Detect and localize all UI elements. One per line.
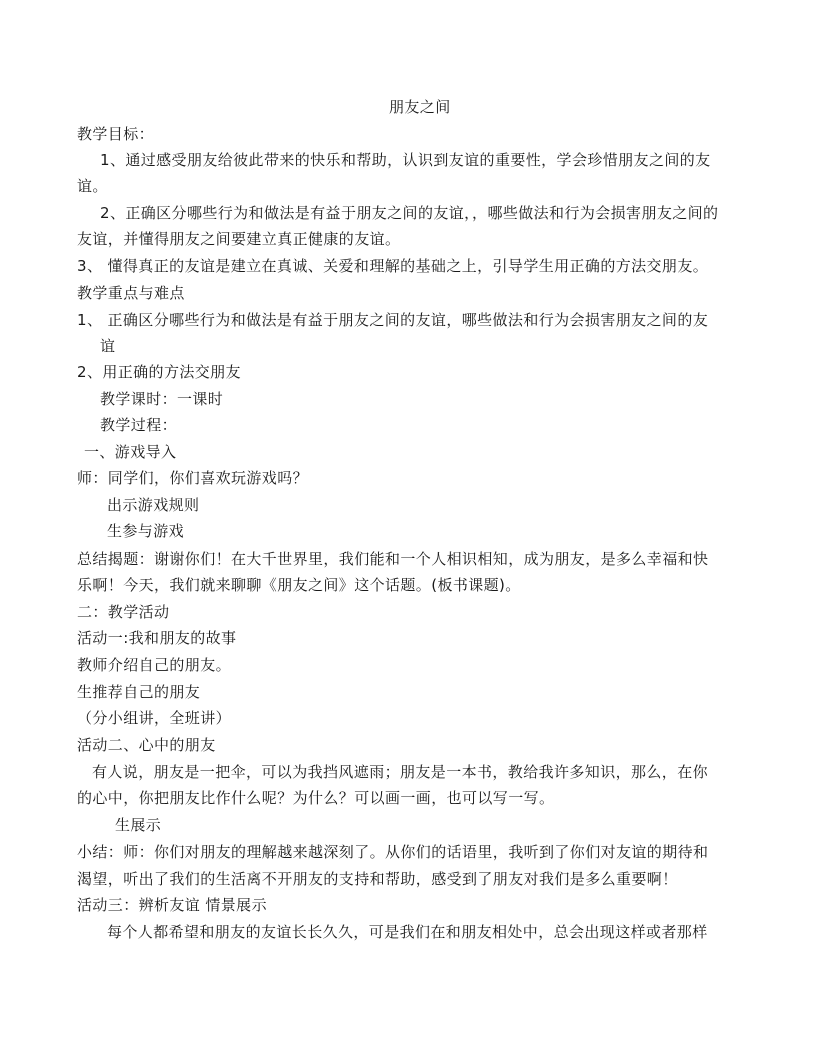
paragraph-line: 生参与游戏: [107, 522, 185, 540]
paragraph-line: 友谊，并懂得朋友之间要建立真正健康的友谊。: [77, 230, 401, 248]
paragraph-line: 渴望，听出了我们的生活离不开朋友的支持和帮助，感受到了朋友对我们是多么重要啊！: [77, 870, 678, 888]
paragraph-line: 1、通过感受朋友给彼此带来的快乐和帮助，认识到友谊的重要性，学会珍惜朋友之间的友: [100, 151, 711, 169]
paragraph-line: 活动一:我和朋友的故事: [77, 629, 237, 647]
paragraph-line: 生推荐自己的朋友: [77, 683, 201, 701]
paragraph-line: 3、 懂得真正的友谊是建立在真诚、关爱和理解的基础之上，引导学生用正确的方法交朋友。: [77, 257, 709, 275]
paragraph-line: 活动三：辨析友谊 情景展示: [77, 896, 267, 914]
document-title: 朋友之间: [389, 98, 451, 116]
paragraph-line: 教师介绍自己的朋友。: [77, 656, 232, 674]
paragraph-line: 谊: [100, 337, 116, 355]
section-heading-objectives: 教学目标：: [77, 125, 155, 143]
paragraph-line: 1、 正确区分哪些行为和做法是有益于朋友之间的友谊，哪些做法和行为会损害朋友之间的友: [77, 311, 709, 329]
paragraph-line: 2、用正确的方法交朋友: [77, 363, 241, 381]
paragraph-line: 每个人都希望和朋友的友谊长长久久，可是我们在和朋友相处中，总会出现这样或者那样: [107, 923, 708, 941]
paragraph-line: 谊。: [77, 177, 108, 195]
paragraph-line: 乐啊！今天，我们就来聊聊《朋友之间》这个话题。(板书课题)。: [77, 576, 521, 594]
section-heading-activities: 二：教学活动: [77, 603, 170, 621]
paragraph-line: 教学课时：一课时: [100, 390, 224, 408]
paragraph-line: 教学过程：: [100, 416, 178, 434]
paragraph-line: 有人说，朋友是一把伞，可以为我挡风遮雨；朋友是一本书，教给我许多知识，那么，在你: [92, 763, 709, 781]
section-heading-game-intro: 一、游戏导入: [84, 443, 177, 461]
section-heading-key-points: 教学重点与难点: [77, 284, 185, 302]
paragraph-line: 生展示: [115, 816, 162, 834]
paragraph-line: 小结：师：你们对朋友的理解越来越深刻了。从你们的话语里，我听到了你们对友谊的期待和: [77, 843, 709, 861]
paragraph-line: 的心中，你把朋友比作什么呢？为什么？可以画一画，也可以写一写。: [77, 789, 555, 807]
paragraph-line: 出示游戏规则: [107, 496, 200, 514]
paragraph-line: 总结揭题：谢谢你们！在大千世界里，我们能和一个人相识相知，成为朋友，是多么幸福和快: [77, 550, 709, 568]
paragraph-line: 2、正确区分哪些行为和做法是有益于朋友之间的友谊，，哪些做法和行为会损害朋友之间的: [100, 204, 719, 222]
paragraph-line: （分小组讲，全班讲）: [77, 709, 232, 727]
paragraph-line: 活动二、心中的朋友: [77, 736, 216, 754]
paragraph-line: 师：同学们，你们喜欢玩游戏吗？: [77, 469, 309, 487]
